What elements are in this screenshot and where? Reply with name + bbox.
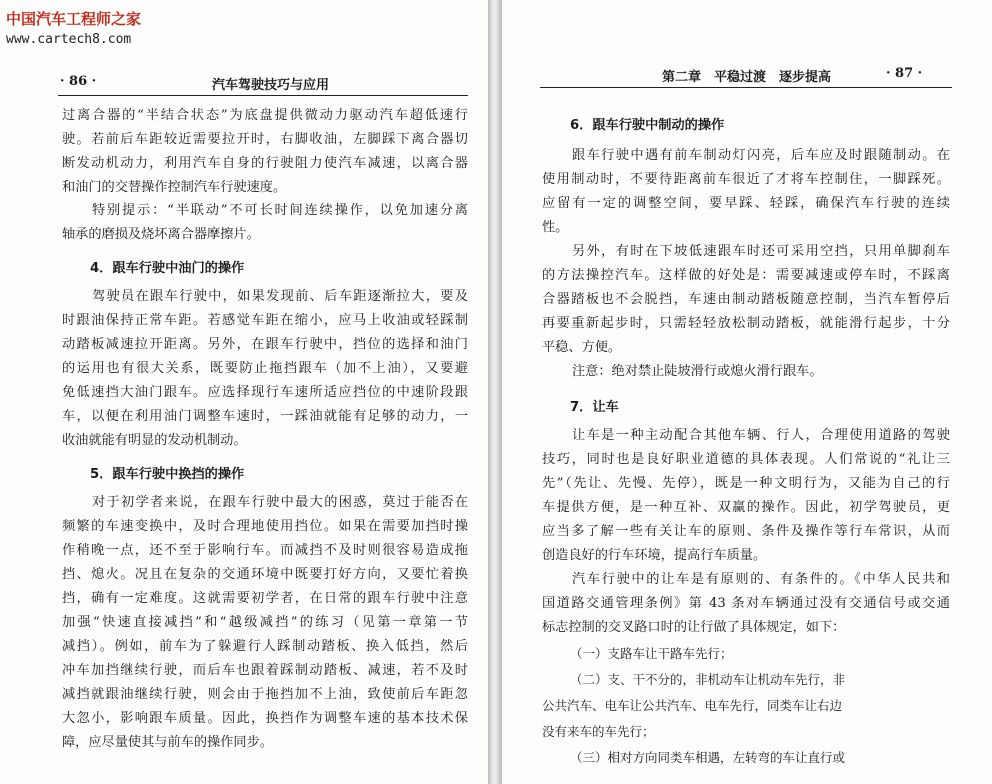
regulation-item: 没有来车的车先行； <box>542 724 655 739</box>
body-line: 特别提示：“半联动”不可长时间连续操作，以免加速分离 <box>92 203 468 218</box>
body-line: 国道路交通管理条例》第 43 条对车辆通过没有交通信号或交通 <box>542 596 950 611</box>
body-line: 对于初学者来说，在跟车行驶中最大的困惑，莫过于能否在 <box>92 495 468 510</box>
watermark-url: www.cartech8.com <box>6 32 132 47</box>
body-line: 障，应尽量使其与前车的操作同步。 <box>62 735 273 750</box>
right-header-rule <box>540 87 952 88</box>
book-gutter <box>488 0 502 784</box>
body-line: 使用制动时，不要待距离前车很近了才将车控制住，一脚踩死。 <box>542 172 950 187</box>
body-line: 创造良好的行车环境，提高行车质量。 <box>542 548 767 563</box>
regulation-item: （二）支、干不分的，非机动车让机动车先行，非 <box>570 672 846 687</box>
body-line: 性。 <box>542 220 569 235</box>
body-line: 的运用也有很大关系，既要防止拖挡跟车（加不上油），又要避 <box>62 361 468 376</box>
section-heading-4: 4．跟车行驶中油门的操作 <box>90 261 245 276</box>
body-line: 汽车行驶中的让车是有原则的、有条件的。《中华人民共和 <box>572 572 950 587</box>
body-line: 应当多了解一些有关让车的原则、条件及操作等行车常识，从而 <box>542 524 950 539</box>
section-heading-7: 7．让车 <box>570 400 619 415</box>
body-line: 加强“快速直接减挡”和“越级减挡”的练习（见第一章第一节 <box>62 615 468 630</box>
body-line: 先”（先让、先慢、先停），既是一种文明行为，又能为自己的行 <box>542 476 950 491</box>
section-heading-5: 5．跟车行驶中换挡的操作 <box>90 467 245 482</box>
left-page-number: · 86 · <box>60 74 97 89</box>
body-line: 跟车行驶中遇有前车制动灯闪亮，后车应及时跟随制动。在 <box>572 148 950 163</box>
body-line: 的方法操控汽车。这样做的好处是：需要减速或停车时，不踩离 <box>542 268 950 283</box>
body-line: 技巧，同时也是良好职业道德的具体表现。人们常说的“礼让三 <box>542 452 950 467</box>
right-page <box>502 0 992 784</box>
left-page <box>0 0 488 784</box>
body-line: 驶。若前后车距较近需要拉开时，右脚收油，左脚踩下离合器切 <box>62 132 468 147</box>
body-line: 车提供方便，是一种互补、双赢的操作。因此，初学驾驶员，更 <box>542 500 950 515</box>
body-line: 频繁的车速变换中，及时合理地使用挡位。如果在需要加挡时操 <box>62 519 468 534</box>
body-line: 冲车加挡继续行驶，而后车也跟着踩制动踏板、减速，若不及时 <box>62 663 468 678</box>
body-line: 挡、熄火。况且在复杂的交通环境中既要打好方向，又要忙着换 <box>62 567 468 582</box>
body-line: 作稍晚一点，还不至于影响行车。而减挡不及时则很容易造成拖 <box>62 543 468 558</box>
body-line: 合器踏板也不会脱挡，车速由制动踏板随意控制，当汽车暂停后 <box>542 292 950 307</box>
regulation-item: 公共汽车、电车让公共汽车、电车先行，同类车让右边 <box>542 698 843 713</box>
body-line: 挡，确有一定难度。这就需要初学者，在日常的跟车行驶中注意 <box>62 591 468 606</box>
body-line: 断发动机动力，利用汽车自身的行驶阻力使汽车减速，以离合器 <box>62 156 468 171</box>
watermark-site-name: 中国汽车工程师之家 <box>6 10 142 28</box>
body-line: 免低速挡大油门跟车。应选择现行车速所适应挡位的中速阶段跟 <box>62 385 468 400</box>
body-line: 车，以便在利用油门调整车速时，一踩油就能有足够的动力，一 <box>62 409 468 424</box>
body-line: 减挡）。例如，前车为了躲避行人踩制动踏板、换入低挡，然后 <box>62 639 468 654</box>
body-line: 减挡就跟油继续行驶，则会由于拖挡加不上油，致使前后车距忽 <box>62 687 468 702</box>
body-line: 另外，有时在下坡低速跟车时还可采用空挡，只用单脚刹车 <box>572 244 950 259</box>
section-heading-6: 6．跟车行驶中制动的操作 <box>570 118 725 133</box>
body-line: 注意：绝对禁止陡坡滑行或熄火滑行跟车。 <box>572 364 823 379</box>
body-line: 平稳、方便。 <box>542 340 622 355</box>
body-line: 应留有一定的调整空间，要早踩、轻踩，确保汽车行驶的连续 <box>542 196 950 211</box>
body-line: 时跟油保持正常车距。若感觉车距在缩小，应马上收油或轻踩制 <box>62 313 468 328</box>
body-line: 驾驶员在跟车行驶中，如果发现前、后车距逐渐拉大，要及 <box>92 289 468 304</box>
regulation-item: （一）支路车让干路车先行； <box>570 646 733 661</box>
right-page-number: · 87 · <box>886 66 923 81</box>
body-line: 大忽小，影响跟车质量。因此，换挡作为调整车速的基本技术保 <box>62 711 468 726</box>
left-running-title: 汽车驾驶技巧与应用 <box>212 78 330 93</box>
left-header-rule <box>58 95 468 96</box>
body-line: 让车是一种主动配合其他车辆、行人，合理使用道路的驾驶 <box>572 428 950 443</box>
right-running-title: 第二章 平稳过渡 逐步提高 <box>662 70 832 85</box>
body-line: 收油就能有明显的发动机制动。 <box>62 433 247 448</box>
body-line: 动踏板减速拉开距离。另外，在跟车行驶中，挡位的选择和油门 <box>62 337 468 352</box>
body-line: 过离合器的“半结合状态”为底盘提供微动力驱动汽车超低速行 <box>62 108 468 123</box>
body-line: 轴承的磨损及烧坏离合器摩擦片。 <box>62 227 260 242</box>
body-line: 标志控制的交叉路口时的让行做了具体规定，如下： <box>542 620 846 635</box>
body-line: 再要重新起步时，只需轻轻放松制动踏板，就能滑行起步，十分 <box>542 316 950 331</box>
regulation-item: （三）相对方向同类车相遇，左转弯的车让直行或 <box>570 750 846 765</box>
body-line: 和油门的交替操作控制汽车行驶速度。 <box>62 180 287 195</box>
